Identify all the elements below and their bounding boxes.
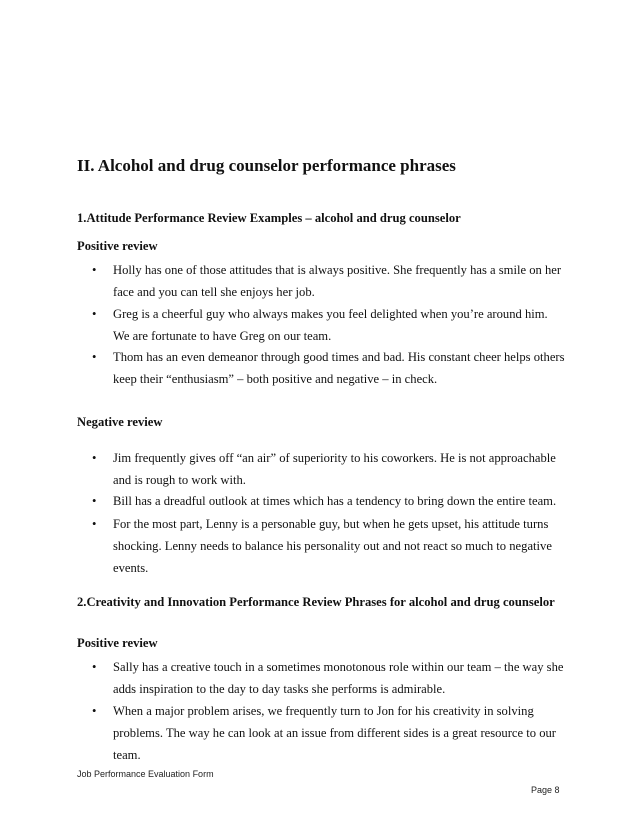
section-1-negative-label: Negative review: [77, 415, 163, 429]
list-item-line: We are fortunate to have Greg on our team.: [113, 329, 332, 343]
page-number: Page 8: [531, 785, 560, 795]
list-item-line: and is rough to work with.: [113, 473, 246, 487]
list-item-line: shocking. Lenny needs to balance his personality out and not react so much to negative: [113, 539, 552, 553]
bullet-icon: •: [92, 263, 97, 277]
list-item-line: Holly has one of those attitudes that is always positive. She frequently has a smile on her: [113, 263, 562, 277]
page-heading: II. Alcohol and drug counselor performance phrases: [77, 156, 456, 175]
list-item-line: adds inspiration to the day to day tasks she performs is admirable.: [113, 682, 446, 696]
section-1-title: 1.Attitude Performance Review Examples – alcohol and drug counselor: [77, 211, 461, 225]
list-item-line: Greg is a cheerful guy who always makes you feel delighted when you’re around him.: [113, 307, 548, 321]
list-item-line: team.: [113, 748, 141, 762]
list-item-line: Bill has a dreadful outlook at times which has a tendency to bring down the entire team.: [113, 494, 557, 508]
list-item-line: face and you can tell she enjoys her job.: [113, 285, 315, 299]
list-item-line: keep their “enthusiasm” – both positive and negative – in check.: [113, 372, 438, 386]
list-item-line: events.: [113, 561, 149, 575]
list-item-line: Sally has a creative touch in a sometimes monotonous role within our team – the way she: [113, 660, 564, 674]
bullet-icon: •: [92, 660, 97, 674]
section-1-positive-label: Positive review: [77, 239, 158, 253]
bullet-icon: •: [92, 704, 97, 718]
footer-form-name: Job Performance Evaluation Form: [77, 769, 214, 779]
section-2-title: 2.Creativity and Innovation Performance Review Phrases for alcohol and drug counselor: [77, 595, 555, 609]
list-item-line: For the most part, Lenny is a personable guy, but when he gets upset, his attitude turns: [113, 517, 549, 531]
section-2-positive-label: Positive review: [77, 636, 158, 650]
list-item-line: Thom has an even demeanor through good times and bad. His constant cheer helps others: [113, 350, 565, 364]
bullet-icon: •: [92, 307, 97, 321]
list-item-line: problems. The way he can look at an issue from different sides is a great resource to our: [113, 726, 556, 740]
bullet-icon: •: [92, 494, 97, 508]
list-item-line: Jim frequently gives off “an air” of superiority to his coworkers. He is not approachable: [113, 451, 556, 465]
bullet-icon: •: [92, 517, 97, 531]
list-item-line: When a major problem arises, we frequently turn to Jon for his creativity in solving: [113, 704, 534, 718]
bullet-icon: •: [92, 350, 97, 364]
bullet-icon: •: [92, 451, 97, 465]
